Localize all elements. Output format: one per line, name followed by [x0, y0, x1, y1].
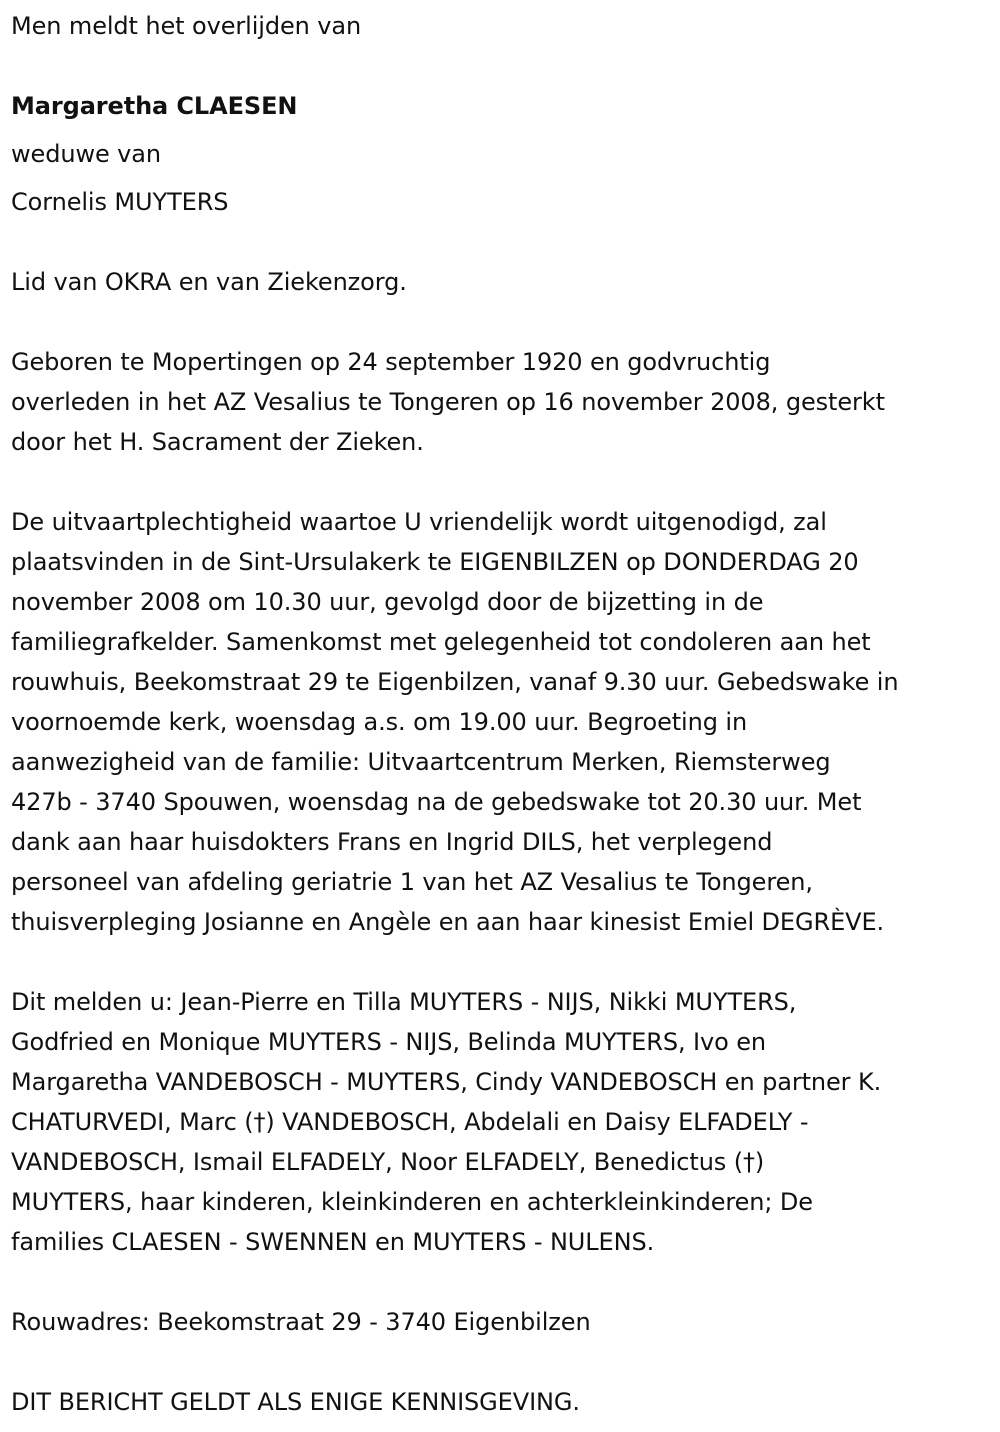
paragraph-line: november 2008 om 10.30 uur, gevolgd door de bijzetting in de — [11, 588, 764, 616]
family-paragraph — [11, 982, 1000, 1262]
spacer — [11, 302, 1000, 342]
funeral-paragraph — [11, 502, 1000, 942]
paragraph-line: families CLAESEN - SWENNEN en MUYTERS - NULENS. — [11, 1228, 655, 1256]
paragraph-line: MUYTERS, haar kinderen, kleinkinderen en achterkleinkinderen; De — [11, 1188, 813, 1216]
birth-death-paragraph — [11, 342, 1000, 462]
intro-text: Men meldt het overlijden van — [11, 12, 362, 40]
spouse-name: Cornelis MUYTERS — [11, 188, 229, 216]
paragraph-line: overleden in het AZ Vesalius te Tongeren op 16 november 2008, gesterkt — [11, 388, 885, 416]
paragraph-line: Godfried en Monique MUYTERS - NIJS, Belinda MUYTERS, Ivo en — [11, 1028, 766, 1056]
spacer — [11, 942, 1000, 982]
paragraph-line: De uitvaartplechtigheid waartoe U vriendelijk wordt uitgenodigd, zal — [11, 508, 827, 536]
paragraph-line: CHATURVEDI, Marc (†) VANDEBOSCH, Abdelali en Daisy ELFADELY - — [11, 1108, 809, 1136]
paragraph-line: 427b - 3740 Spouwen, woensdag na de gebedswake tot 20.30 uur. Met — [11, 788, 862, 816]
paragraph-line: voornoemde kerk, woensdag a.s. om 19.00 uur. Begroeting in — [11, 708, 748, 736]
paragraph-line: dank aan haar huisdokters Frans en Ingrid DILS, het verplegend — [11, 828, 773, 856]
relation-text: weduwe van — [11, 140, 161, 168]
paragraph-line: thuisverpleging Josianne en Angèle en aan haar kinesist Emiel DEGRÈVE. — [11, 908, 885, 936]
spacer — [11, 222, 1000, 262]
paragraph-line: rouwhuis, Beekomstraat 29 te Eigenbilzen, vanaf 9.30 uur. Gebedswake in — [11, 668, 899, 696]
paragraph-line: personeel van afdeling geriatrie 1 van het AZ Vesalius te Tongeren, — [11, 868, 813, 896]
paragraph-line: plaatsvinden in de Sint-Ursulakerk te EIGENBILZEN op DONDERDAG 20 — [11, 548, 859, 576]
spacer — [11, 1262, 1000, 1302]
membership-text: Lid van OKRA en van Ziekenzorg. — [11, 268, 407, 296]
deceased-name: Margaretha CLAESEN — [11, 92, 298, 120]
paragraph-line: Dit melden u: Jean-Pierre en Tilla MUYTERS - NIJS, Nikki MUYTERS, — [11, 988, 797, 1016]
paragraph-line: Margaretha VANDEBOSCH - MUYTERS, Cindy VANDEBOSCH en partner K. — [11, 1068, 882, 1096]
spacer — [11, 174, 1000, 182]
paragraph-line: familiegrafkelder. Samenkomst met gelegenheid tot condoleren aan het — [11, 628, 871, 656]
notice-text: DIT BERICHT GELDT ALS ENIGE KENNISGEVING. — [11, 1388, 580, 1416]
spacer — [11, 126, 1000, 134]
spacer — [11, 1342, 1000, 1382]
paragraph-line: aanwezigheid van de familie: Uitvaartcentrum Merken, Riemsterweg — [11, 748, 831, 776]
spacer — [11, 462, 1000, 502]
paragraph-line: door het H. Sacrament der Zieken. — [11, 428, 424, 456]
mourning-address: Rouwadres: Beekomstraat 29 - 3740 Eigenbilzen — [11, 1308, 591, 1336]
paragraph-line: Geboren te Mopertingen op 24 september 1920 en godvruchtig — [11, 348, 771, 376]
spacer — [11, 46, 1000, 86]
paragraph-line: VANDEBOSCH, Ismail ELFADELY, Noor ELFADELY, Benedictus (†) — [11, 1148, 765, 1176]
